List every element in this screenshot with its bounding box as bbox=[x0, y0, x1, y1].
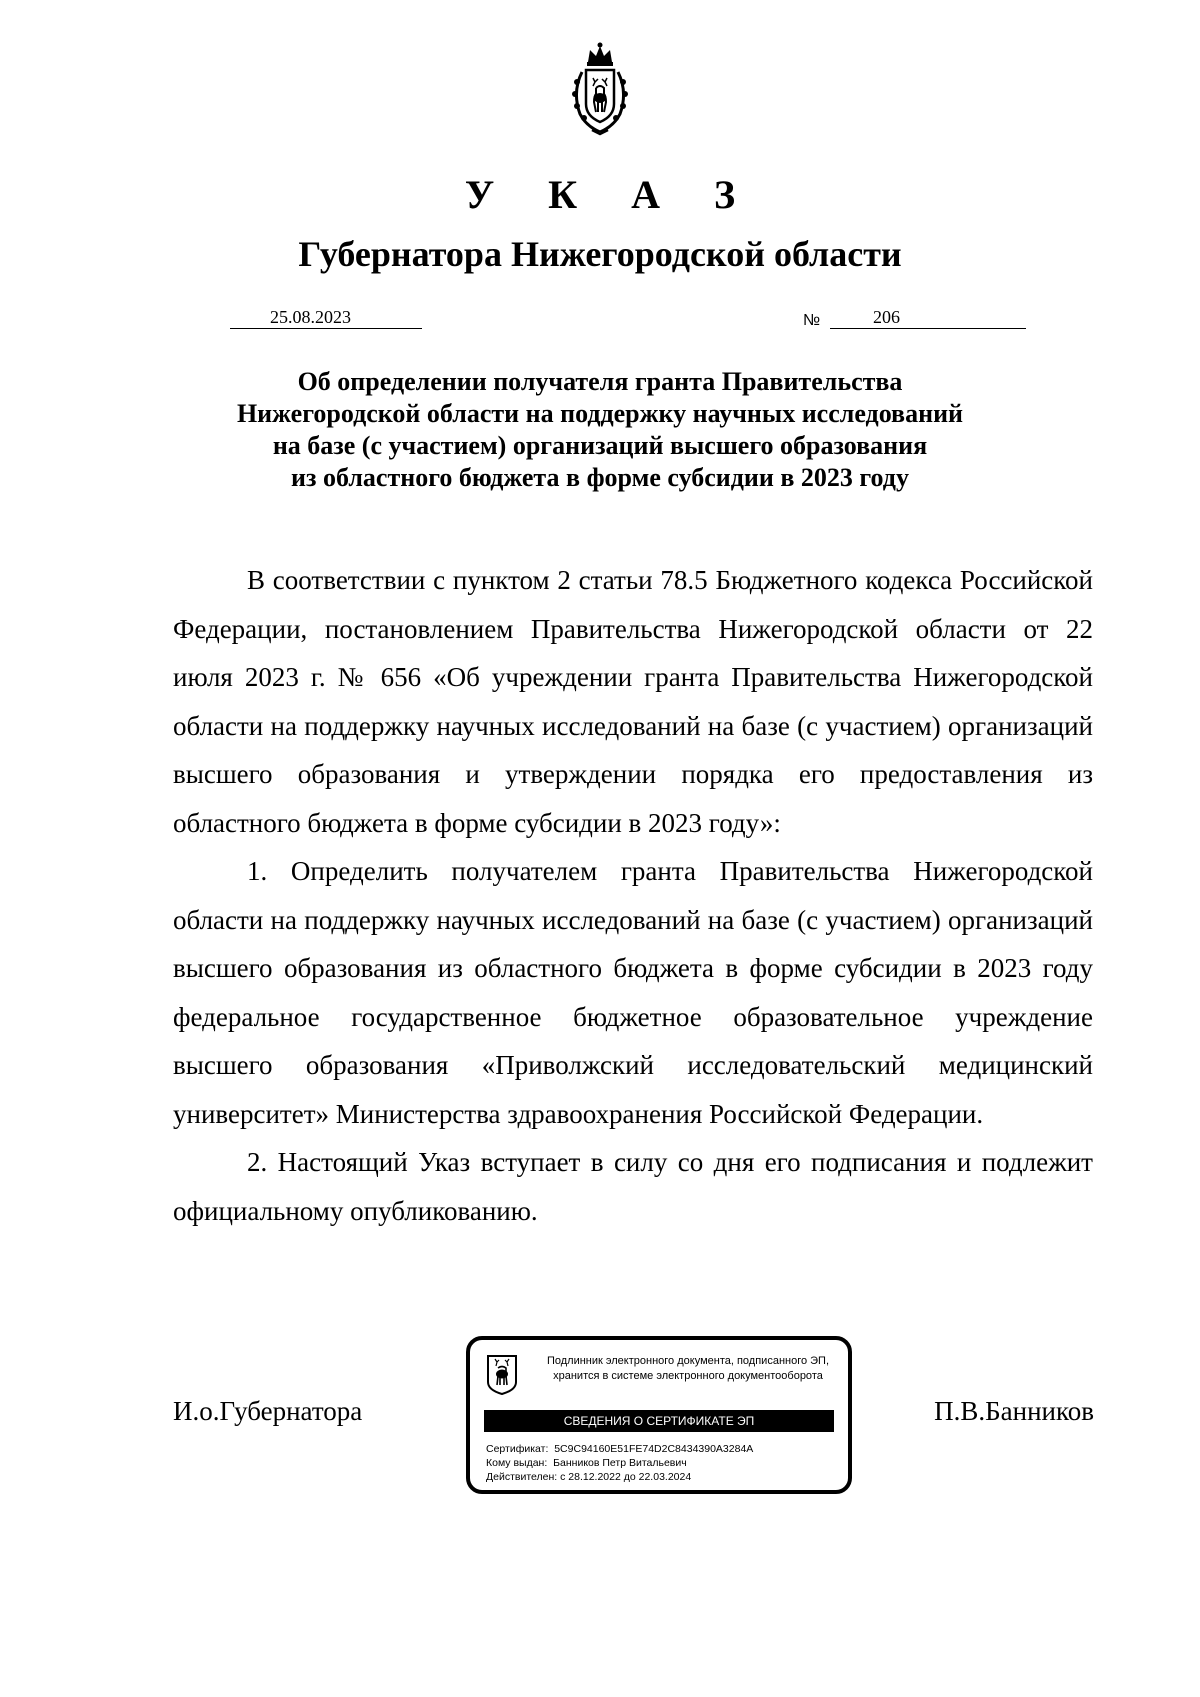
item-paragraph-2: 2. Настоящий Указ вступает в силу со дня его подписания и подлежит официальному опубликованию. bbox=[173, 1147, 1093, 1226]
signatory-name: П.В.Банников bbox=[934, 1396, 1094, 1426]
preamble-paragraph: В соответствии с пунктом 2 статьи 78.5 Бюджетного кодекса Российской Федерации, постановлением Правительства Нижегородской области от 22 июля 2023 г. № 656 «Об учреждении гранта Правительства Нижегородской области на поддержку научных исследований на базе (с участием) организаций высшего образования и утверждении порядка его предоставления из областного бюджета в форме субсидии в 2023 году»: bbox=[173, 565, 1093, 838]
document-number: 206 bbox=[830, 306, 1026, 329]
document-date: 25.08.2023 bbox=[230, 306, 422, 329]
deer-emblem-icon bbox=[484, 1352, 520, 1396]
stamp-original-note: Подлинник электронного документа, подписанного ЭП, bbox=[546, 1355, 830, 1367]
signatory-title: И.о.Губернатора bbox=[173, 1396, 363, 1426]
subject-line: Об определении получателя гранта Правительства bbox=[297, 367, 903, 396]
coat-of-arms-icon bbox=[566, 42, 634, 138]
validity-label: Действителен: bbox=[486, 1471, 558, 1483]
certificate-label: Сертификат: bbox=[486, 1443, 549, 1455]
subject-line: на базе (с участием) организаций высшего образования bbox=[272, 431, 928, 460]
stamp-storage-note: хранится в системе электронного документооборота bbox=[553, 1370, 823, 1382]
owner-label: Кому выдан: bbox=[486, 1457, 548, 1469]
subject-line: из областного бюджета в форме субсидии в 2023 году bbox=[291, 463, 909, 492]
document-type: У К А З bbox=[464, 172, 758, 217]
item-paragraph-1: 1. Определить получателем гранта Правительства Нижегородской области на поддержку научных исследований на базе (с участием) организаций высшего образования из областного бюджета в форме субсидии в 2023 году федеральное государственное бюджетное образовательное учреждение высшего образования «Приволжский исследовательский медицинский университет» Министерства здравоохранения Российской Федерации. bbox=[173, 856, 1093, 1129]
electronic-signature-stamp bbox=[466, 1336, 852, 1494]
subject-line: Нижегородской области на поддержку научных исследований bbox=[236, 399, 964, 428]
issuer-title: Губернатора Нижегородской области bbox=[298, 234, 902, 274]
validity-row bbox=[486, 1470, 753, 1484]
document-subject bbox=[0, 366, 1200, 494]
owner-row bbox=[486, 1456, 753, 1470]
owner-value: Банников Петр Витальевич bbox=[553, 1457, 687, 1469]
certificate-value: 5C9C94160E51FE74D2C8434390A3284A bbox=[554, 1443, 754, 1455]
certificate-row bbox=[486, 1442, 753, 1456]
validity-value: с 28.12.2022 до 22.03.2024 bbox=[560, 1471, 692, 1483]
stamp-certificate-header: СВЕДЕНИЯ О СЕРТИФИКАТЕ ЭП bbox=[484, 1410, 834, 1432]
number-sign: № bbox=[803, 312, 821, 329]
stamp-certificate-details bbox=[486, 1442, 753, 1484]
document-body bbox=[173, 556, 1093, 1235]
